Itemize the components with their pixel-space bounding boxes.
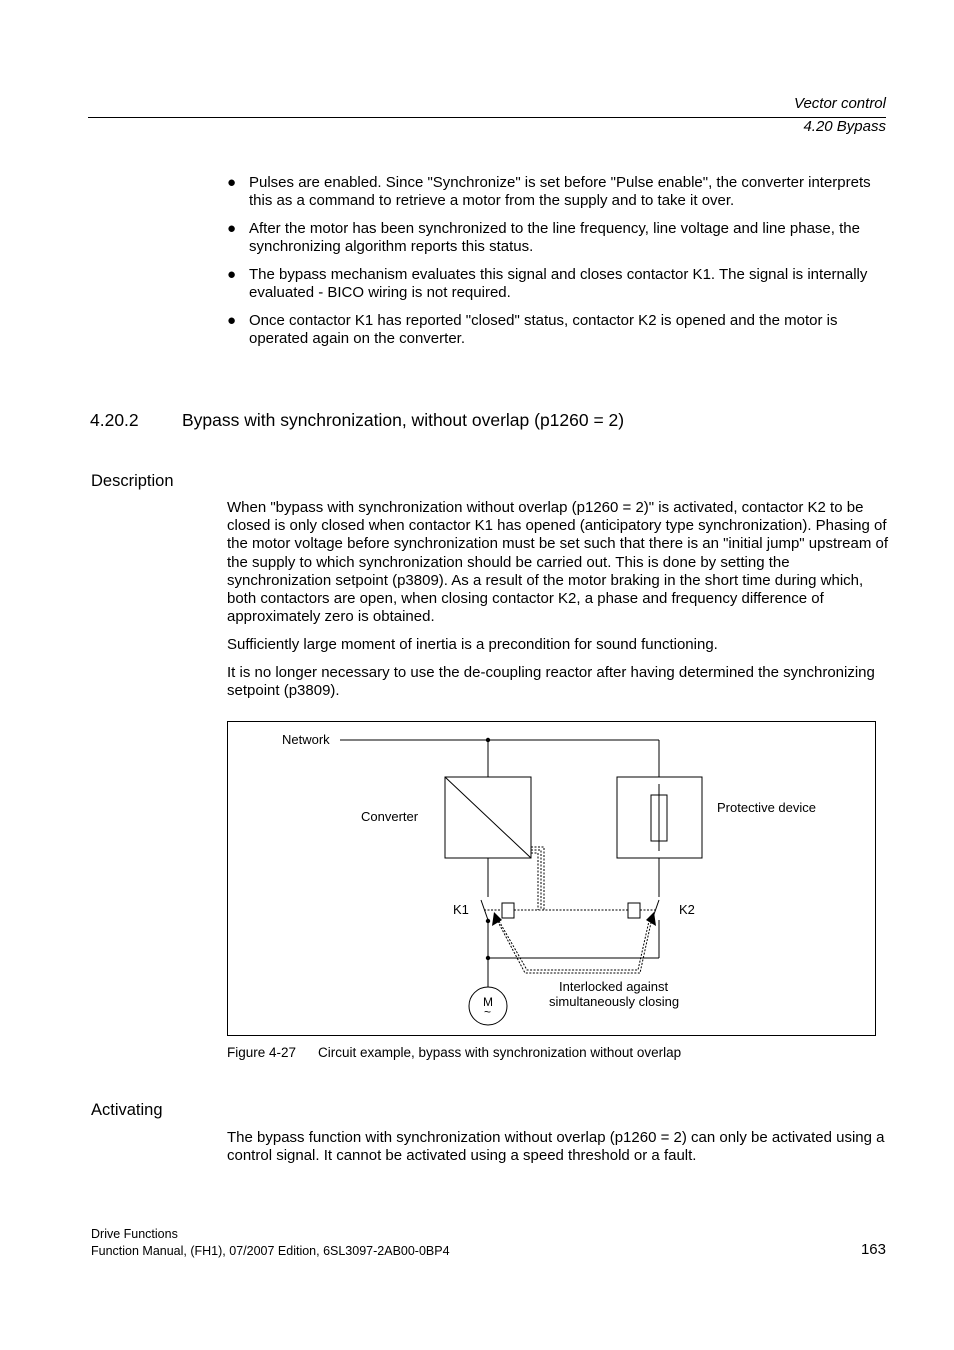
bullet-text: Once contactor K1 has reported "closed" status, contactor K2 is opened and the motor is operated again on the converter. [249,312,838,347]
bullet-text: After the motor has been synchronized to the line frequency, line voltage and line phase, the synchronizing algorithm reports this status. [249,220,860,255]
figure-caption-number: Figure 4-27 [227,1045,297,1060]
section-number: 4.20.2 [90,410,139,430]
bullet-dot-icon: ● [227,220,237,237]
bullet-item [225,174,885,210]
description-paragraph-1: When "bypass with synchronization without overlap (p1260 = 2)" is activated, contactor K2 to be closed is only closed when contactor K1 has opened (anticipatory type synchronization). Phasing of the motor voltage before synchronization must be set such that there is an "initial jump" upstream of the supply to which synchronization should be carried out. This is done by setting the synchronization setpoint (p3809). As a result of the motor braking in the short time during which, both contactors are open, when closing contactor K2, a phase and frequency difference of approximately zero is obtained. [227,499,888,626]
interlock-line [499,921,649,970]
motor-junction [486,956,490,960]
activating-heading: Activating [91,1101,163,1119]
section-title: Bypass with synchronization, without overlap (p1260 = 2) [182,410,625,430]
running-header-chapter: Vector control [794,95,886,112]
interlock-line [496,918,652,973]
footer-edition: Function Manual, (FH1), 07/2007 Edition, 6SL3097-2AB00-0BP4 [91,1244,450,1258]
circuit-diagram [228,722,875,1035]
bullet-item [225,266,885,302]
circuit-figure [227,721,876,1036]
motor-m-label: M [483,995,493,1009]
interlock-label-1: Interlocked against [559,979,669,994]
bullet-dot-icon: ● [227,266,237,283]
activating-paragraph: The bypass function with synchronization without overlap (p1260 = 2) can only be activated using a control signal. It cannot be activated using a speed threshold or a fault. [227,1129,885,1165]
bullet-text: Pulses are enabled. Since "Synchronize" is set before "Pulse enable", the converter interprets this as a command to retrieve a motor from the supply and to take it over. [249,174,871,209]
description-heading: Description [91,472,174,490]
k2-label: K2 [679,902,695,917]
bullet-list [225,174,885,358]
protective-device-label: Protective device [717,800,816,815]
footer-title: Drive Functions [91,1227,178,1241]
description-paragraph-2: Sufficiently large moment of inertia is a precondition for sound functioning. [227,636,718,653]
description-paragraph-3: It is no longer necessary to use the de-coupling reactor after having determined the synchronizing setpoint (p3809). [227,664,875,700]
bullet-dot-icon: ● [227,312,237,329]
figure-caption-text: Circuit example, bypass with synchronization without overlap [318,1045,682,1060]
bullet-item [225,220,885,256]
control-signal-line [531,850,541,910]
k2-coil-icon [628,903,640,918]
bullet-text: The bypass mechanism evaluates this signal and closes contactor K1. The signal is internally evaluated - BICO wiring is not required. [249,266,868,301]
figure-caption [227,1045,681,1060]
header-rule [88,117,886,118]
interlock-arrow-k1-icon [492,912,502,926]
page-number: 163 [860,1241,886,1258]
network-label: Network [282,732,330,747]
bullet-dot-icon: ● [227,174,237,191]
interlock-label-2: simultaneously closing [549,994,680,1009]
control-signal-line [531,853,538,910]
running-header-section: 4.20 Bypass [803,118,886,135]
converter-label: Converter [361,809,419,824]
k1-coil-icon [502,903,514,918]
k1-label: K1 [453,902,469,917]
motor-tilde-label: ~ [484,1005,492,1019]
bullet-item [225,312,885,348]
k1-junction [486,919,490,923]
